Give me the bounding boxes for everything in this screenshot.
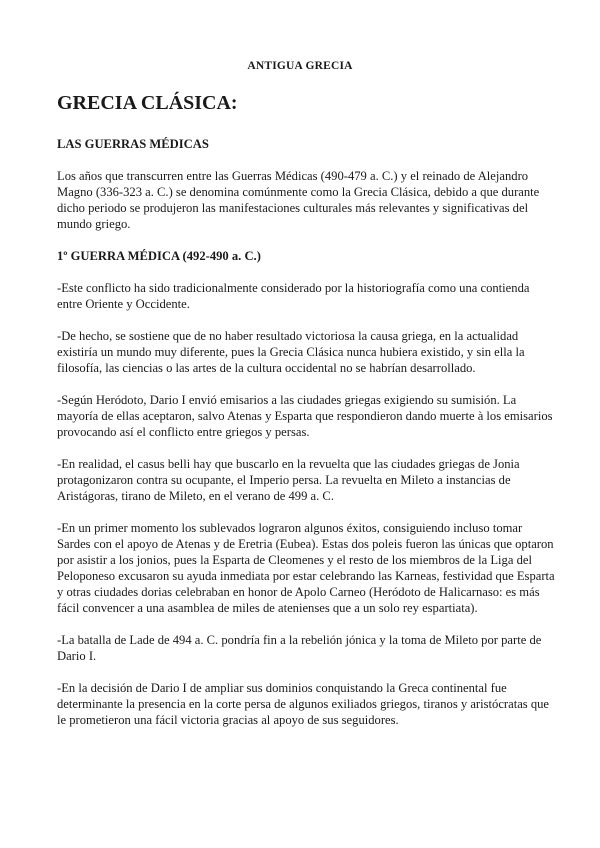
section-heading-primera-guerra: 1º GUERRA MÉDICA (492-490 a. C.) (57, 249, 261, 263)
document-body (57, 136, 557, 744)
intro-paragraph: Los años que transcurren entre las Guerras Médicas (490-479 a. C.) y el reinado de Alejandro Magno (336-323 a. C.) se denomina comúnmente como la Grecia Clásica, debido a que durante dicho periodo se produjeron las manifestaciones culturales más relevantes y significativas del mundo griego. (57, 169, 540, 231)
paragraph: -Según Heródoto, Dario I envió emisarios a las ciudades griegas exigiendo su sumisión. La mayoría de ellas aceptaron, salvo Atenas y Esparta que respondieron dando muerte à los emisarios provocando así el conflicto entre griegos y persas. (57, 393, 553, 439)
paragraph: -Este conflicto ha sido tradicionalmente considerado por la historiografía como una contienda entre Oriente y Occidente. (57, 281, 530, 311)
section-heading-guerras-medicas: LAS GUERRAS MÉDICAS (57, 137, 209, 151)
paragraph: -En realidad, el casus belli hay que buscarlo en la revuelta que las ciudades griegas de Jonia protagonizaron contra su ocupante, el Imperio persa. La revuelta en Mileto a instancias de Aristágoras, tirano de Mileto, en el verano de 499 a. C. (57, 457, 520, 503)
page-title: GRECIA CLÁSICA: (57, 92, 238, 114)
paragraph: -En la decisión de Dario I de ampliar sus dominios conquistando la Greca continental fue determinante la presencia en la corte persa de algunos exiliados griegos, tiranos y aristócratas que le prometieron una fácil victoria gracias al apoyo de sus seguidores. (57, 681, 550, 727)
paragraph: -En un primer momento los sublevados lograron algunos éxitos, consiguiendo incluso tomar Sardes con el apoyo de Atenas y de Eretria (Eubea). Estas dos poleis fueron las únicas que optaron por asistir a los jonios, pues la Esparta de Cleomenes y el resto de los miembros de la Liga del Peloponeso excusaron su ayuda inmediata por estar celebrando las Karneas, festividad que Esparta y otras ciudades dorias celebraban en honor de Apolo Carneo (Heródoto de Halicarnaso: es más fácil convencer a una asamblea de miles de atenienses que a un solo rey espartiata). (57, 521, 555, 615)
paragraph: -De hecho, se sostiene que de no haber resultado victoriosa la causa griega, en la actualidad existiría un mundo muy diferente, pues la Grecia Clásica nunca hubiera existido, y sin ella la filosofía, las ciencias o las artes de la cultura occidental no se habrían desarrollado. (57, 329, 525, 375)
paragraph: -La batalla de Lade de 494 a. C. pondría fin a la rebelión jónica y la toma de Mileto por parte de Dario I. (57, 633, 542, 663)
running-header: ANTIGUA GRECIA (247, 60, 353, 72)
